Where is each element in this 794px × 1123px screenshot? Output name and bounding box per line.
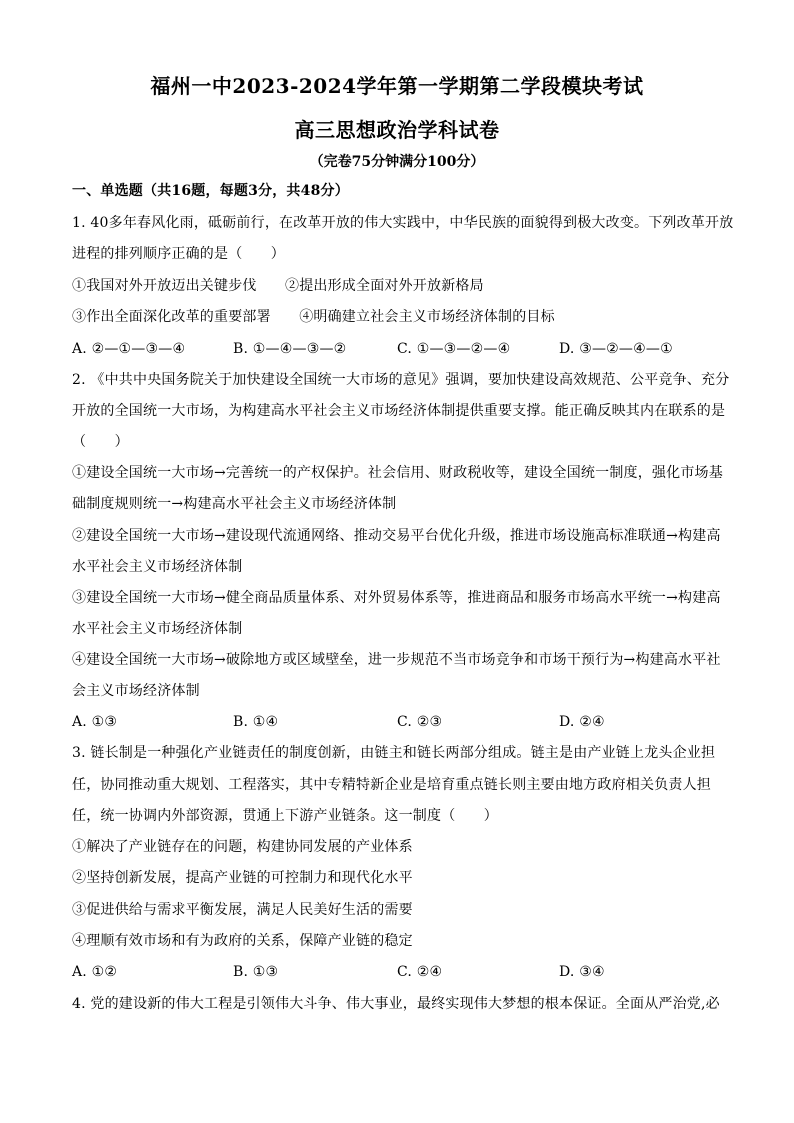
- question-2-item: 会主义市场经济体制: [72, 683, 200, 699]
- question-1-text: 进程的排列顺序正确的是（ ）: [72, 246, 285, 262]
- question-1-item: ①我国对外开放迈出关键步伐 ②提出形成全面对外开放新格局: [72, 278, 484, 294]
- question-2-item: 水平社会主义市场经济体制: [72, 621, 243, 637]
- option-d: D. ②④: [559, 714, 605, 730]
- option-c: C. ②④: [397, 964, 443, 980]
- question-2-item: 础制度规则统一→构建高水平社会主义市场经济体制: [72, 496, 397, 512]
- question-3-item: ①解决了产业链存在的问题，构建协同发展的产业体系: [72, 839, 413, 855]
- question-2-options: [72, 713, 722, 731]
- question-3-item: ④理顺有效市场和有为政府的关系，保障产业链的稳定: [72, 933, 413, 949]
- section-heading: 一、单选题（共16题，每题3分，共48分）: [72, 183, 349, 199]
- option-d: D. ③—②—④—①: [559, 341, 673, 357]
- question-2-item: ③建设全国统一大市场→健全商品质量体系、对外贸易体系等，推进商品和服务市场高水平统一→构建高: [72, 590, 721, 606]
- option-c: C. ②③: [397, 714, 443, 730]
- option-a: A. ①②: [72, 964, 118, 980]
- option-d: D. ③④: [559, 964, 605, 980]
- question-3-item: ②坚持创新发展，提高产业链的可控制力和现代化水平: [72, 870, 413, 886]
- exam-note: （完卷75分钟满分100分）: [309, 154, 485, 170]
- option-b: B. ①③: [233, 964, 279, 980]
- question-3-text: 任，协同推动重大规划、工程落实，其中专精特新企业是培育重点链长则主要由地方政府相关负责人担: [72, 777, 711, 793]
- question-2-text: （ ）: [72, 434, 129, 450]
- question-4-text: 4. 党的建设新的伟大工程是引领伟大斗争、伟大事业，最终实现伟大梦想的根本保证。全面从严治党,必: [72, 996, 720, 1012]
- question-3-text: 3. 链长制是一种强化产业链责任的制度创新，由链主和链长两部分组成。链主是由产业链上龙头企业担: [72, 745, 716, 761]
- option-a: A. ①③: [72, 714, 118, 730]
- question-1-text: 1. 40多年春风化雨，砥砺前行，在改革开放的伟大实践中，中华民族的面貌得到极大改变。下列改革开放: [72, 215, 734, 231]
- option-a: A. ②—①—③—④: [72, 341, 186, 357]
- question-1-item: ③作出全面深化改革的重要部署 ④明确建立社会主义市场经济体制的目标: [72, 309, 555, 325]
- question-2-item: 水平社会主义市场经济体制: [72, 559, 243, 575]
- question-2-item: ②建设全国统一大市场→建设现代流通网络、推动交易平台优化升级，推进市场设施高标准联通→构建高: [72, 528, 721, 544]
- question-2-text: 开放的全国统一大市场，为构建高水平社会主义市场经济体制提供重要支撑。能正确反映其内在联系的是: [72, 403, 726, 419]
- question-3-item: ③促进供给与需求平衡发展，满足人民美好生活的需要: [72, 902, 413, 918]
- option-c: C. ①—③—②—④: [397, 341, 511, 357]
- question-3-options: [72, 963, 722, 981]
- question-1-options: [72, 340, 722, 358]
- option-b: B. ①④: [233, 714, 279, 730]
- question-3-text: 任，统一协调内外部资源，贯通上下游产业链条。这一制度（ ）: [72, 808, 498, 824]
- question-2-item: ①建设全国统一大市场→完善统一的产权保护。社会信用、财政税收等，建设全国统一制度，强化市场基: [72, 465, 723, 481]
- question-2-text: 2. 《中共中央国务院关于加快建设全国统一大市场的意见》强调，要加快建设高效规范、公平竞争、充分: [72, 372, 730, 388]
- option-b: B. ①—④—③—②: [233, 341, 347, 357]
- exam-subtitle: 高三思想政治学科试卷: [294, 118, 500, 142]
- exam-title: 福州一中2023-2024学年第一学期第二学段模块考试: [150, 74, 644, 98]
- question-2-item: ④建设全国统一大市场→破除地方或区域壁垒，进一步规范不当市场竞争和市场干预行为→构建高水平社: [72, 652, 721, 668]
